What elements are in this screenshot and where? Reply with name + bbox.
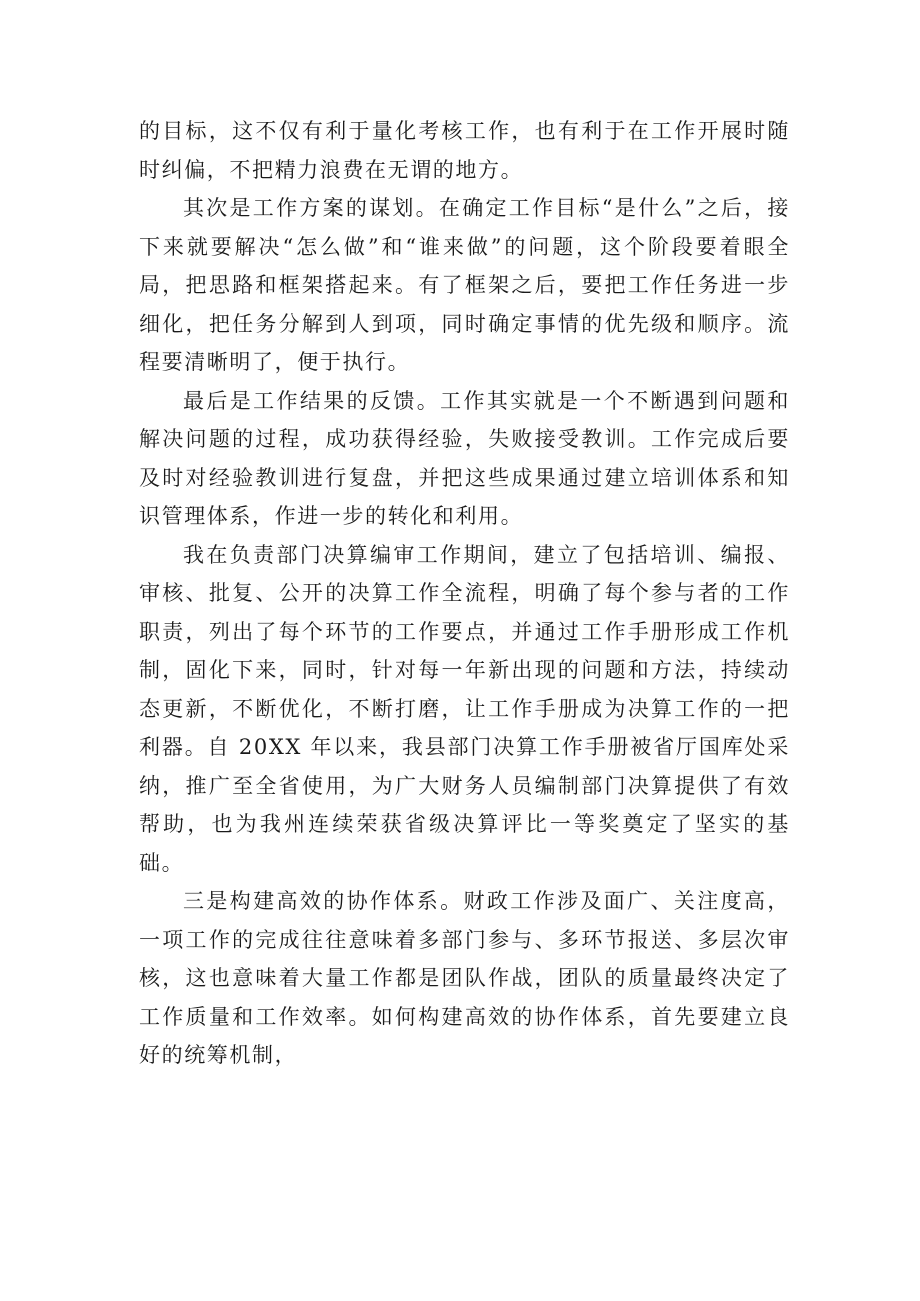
paragraph-continuation: 的目标，这不仅有利于量化考核工作，也有利于在工作开展时随时纠偏，不把精力浪费在无谓的地方。 (139, 119, 790, 182)
paragraph-work-plan: 其次是工作方案的谋划。在确定工作目标“是什么”之后，接下来就要解决“怎么做”和“谁来做”的问题，这个阶段要着眼全局，把思路和框架搭起来。有了框架之后，要把工作任务进一步细化，把任务分解到人到项，同时确定事情的优先级和顺序。流程要清晰明了，便于执行。 (139, 196, 790, 374)
paragraph-collaboration-system: 三是构建高效的协作体系。财政工作涉及面广、关注度高，一项工作的完成往往意味着多部门参与、多环节报送、多层次审核，这也意味着大量工作都是团队作战，团队的质量最终决定了工作质量和工作效率。如何构建高效的协作体系，首先要建立良好的统筹机制， (139, 889, 790, 1067)
document-body (139, 112, 790, 1075)
paragraph-final-accounts-experience: 我在负责部门决算编审工作期间，建立了包括培训、编报、审核、批复、公开的决算工作全流程，明确了每个参与者的工作职责，列出了每个环节的工作要点，并通过工作手册形成工作机制，固化下来，同时，针对每一年新出现的问题和方法，持续动态更新，不断优化，不断打磨，让工作手册成为决算工作的一把利器。自 20XX 年以来，我县部门决算工作手册被省厅国库处采纳，推广至全省使用，为广大财务人员编制部门决算提供了有效帮助，也为我州连续荣获省级决算评比一等奖奠定了坚实的基础。 (139, 542, 790, 875)
paragraph-result-feedback: 最后是工作结果的反馈。工作其实就是一个不断遇到问题和解决问题的过程，成功获得经验，失败接受教训。工作完成后要及时对经验教训进行复盘，并把这些成果通过建立培训体系和知识管理体系，作进一步的转化和利用。 (139, 388, 790, 528)
